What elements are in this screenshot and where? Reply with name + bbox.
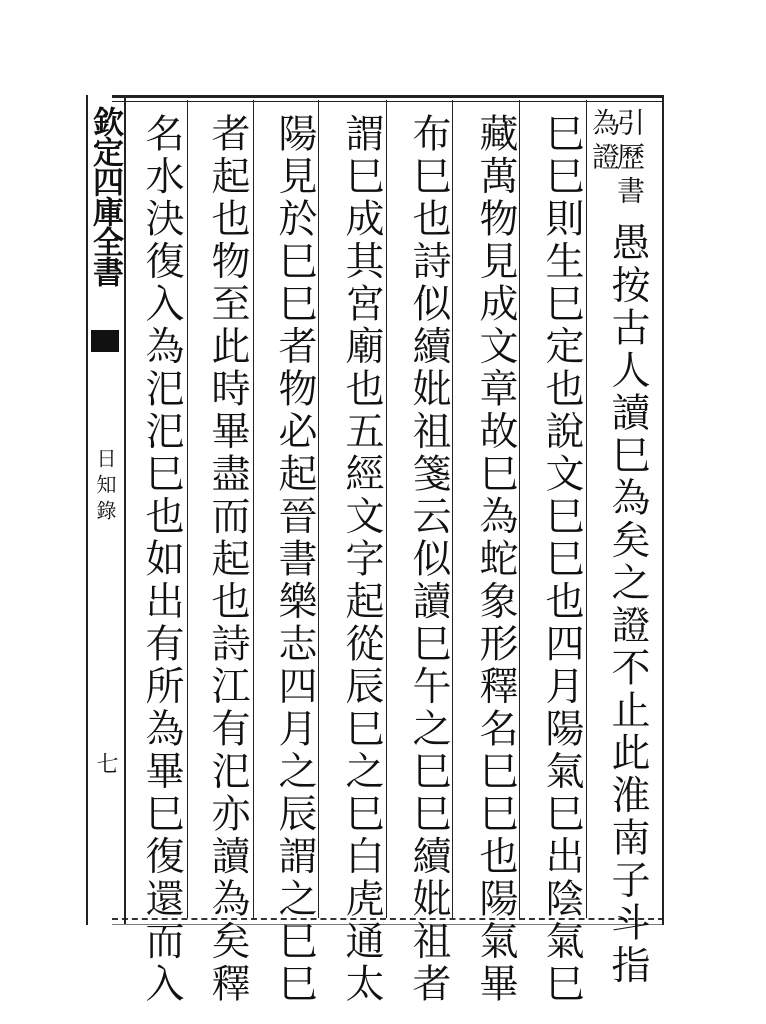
fish-tail-mark [91,330,119,352]
text-column: 巳巳則生巳定也說文巳巳也四月陽氣巳出陰氣巳 [539,113,584,1006]
column-divider [318,100,319,918]
text-column: 愚按古人讀巳為矣之證不止此淮南子斗指 [605,222,650,987]
text-column: 陽見於巳巳者物必起晉書樂志四月之辰謂之巳巳 [272,113,317,1006]
column-divider [386,100,387,918]
top-border-rule [112,95,664,98]
top-border-rule-inner [112,101,664,102]
text-column: 名水決復入為汜汜巳也如出有所為畢巳復還而入 [139,113,184,1006]
column-divider [187,100,188,918]
margin-page-number: 七 [93,752,118,774]
note-column-right: 引歷書 [613,108,646,210]
text-column: 布巳也詩似續妣祖箋云似讀巳午之巳巳續妣祖者 [406,113,451,1006]
text-column: 謂巳成其宮廟也五經文字起從辰巳之巳白虎通太 [339,113,384,1006]
note-column-left: 為證 [588,108,621,176]
text-column: 者起也物至此時畢盡而起也詩江有汜亦讀為矣釋 [205,113,250,1006]
margin-work-title: 日知錄 [93,448,117,526]
outer-right-rule [662,95,664,925]
margin-inner-rule [124,98,126,924]
column-divider [452,100,453,918]
column-divider [586,100,587,918]
margin-book-title: 欽定四庫全書 [87,106,123,286]
column-divider [519,100,520,918]
column-divider [253,100,254,918]
text-column: 藏萬物見成文章故巳為蛇象形釋名巳巳也陽氣畢 [473,113,518,1006]
